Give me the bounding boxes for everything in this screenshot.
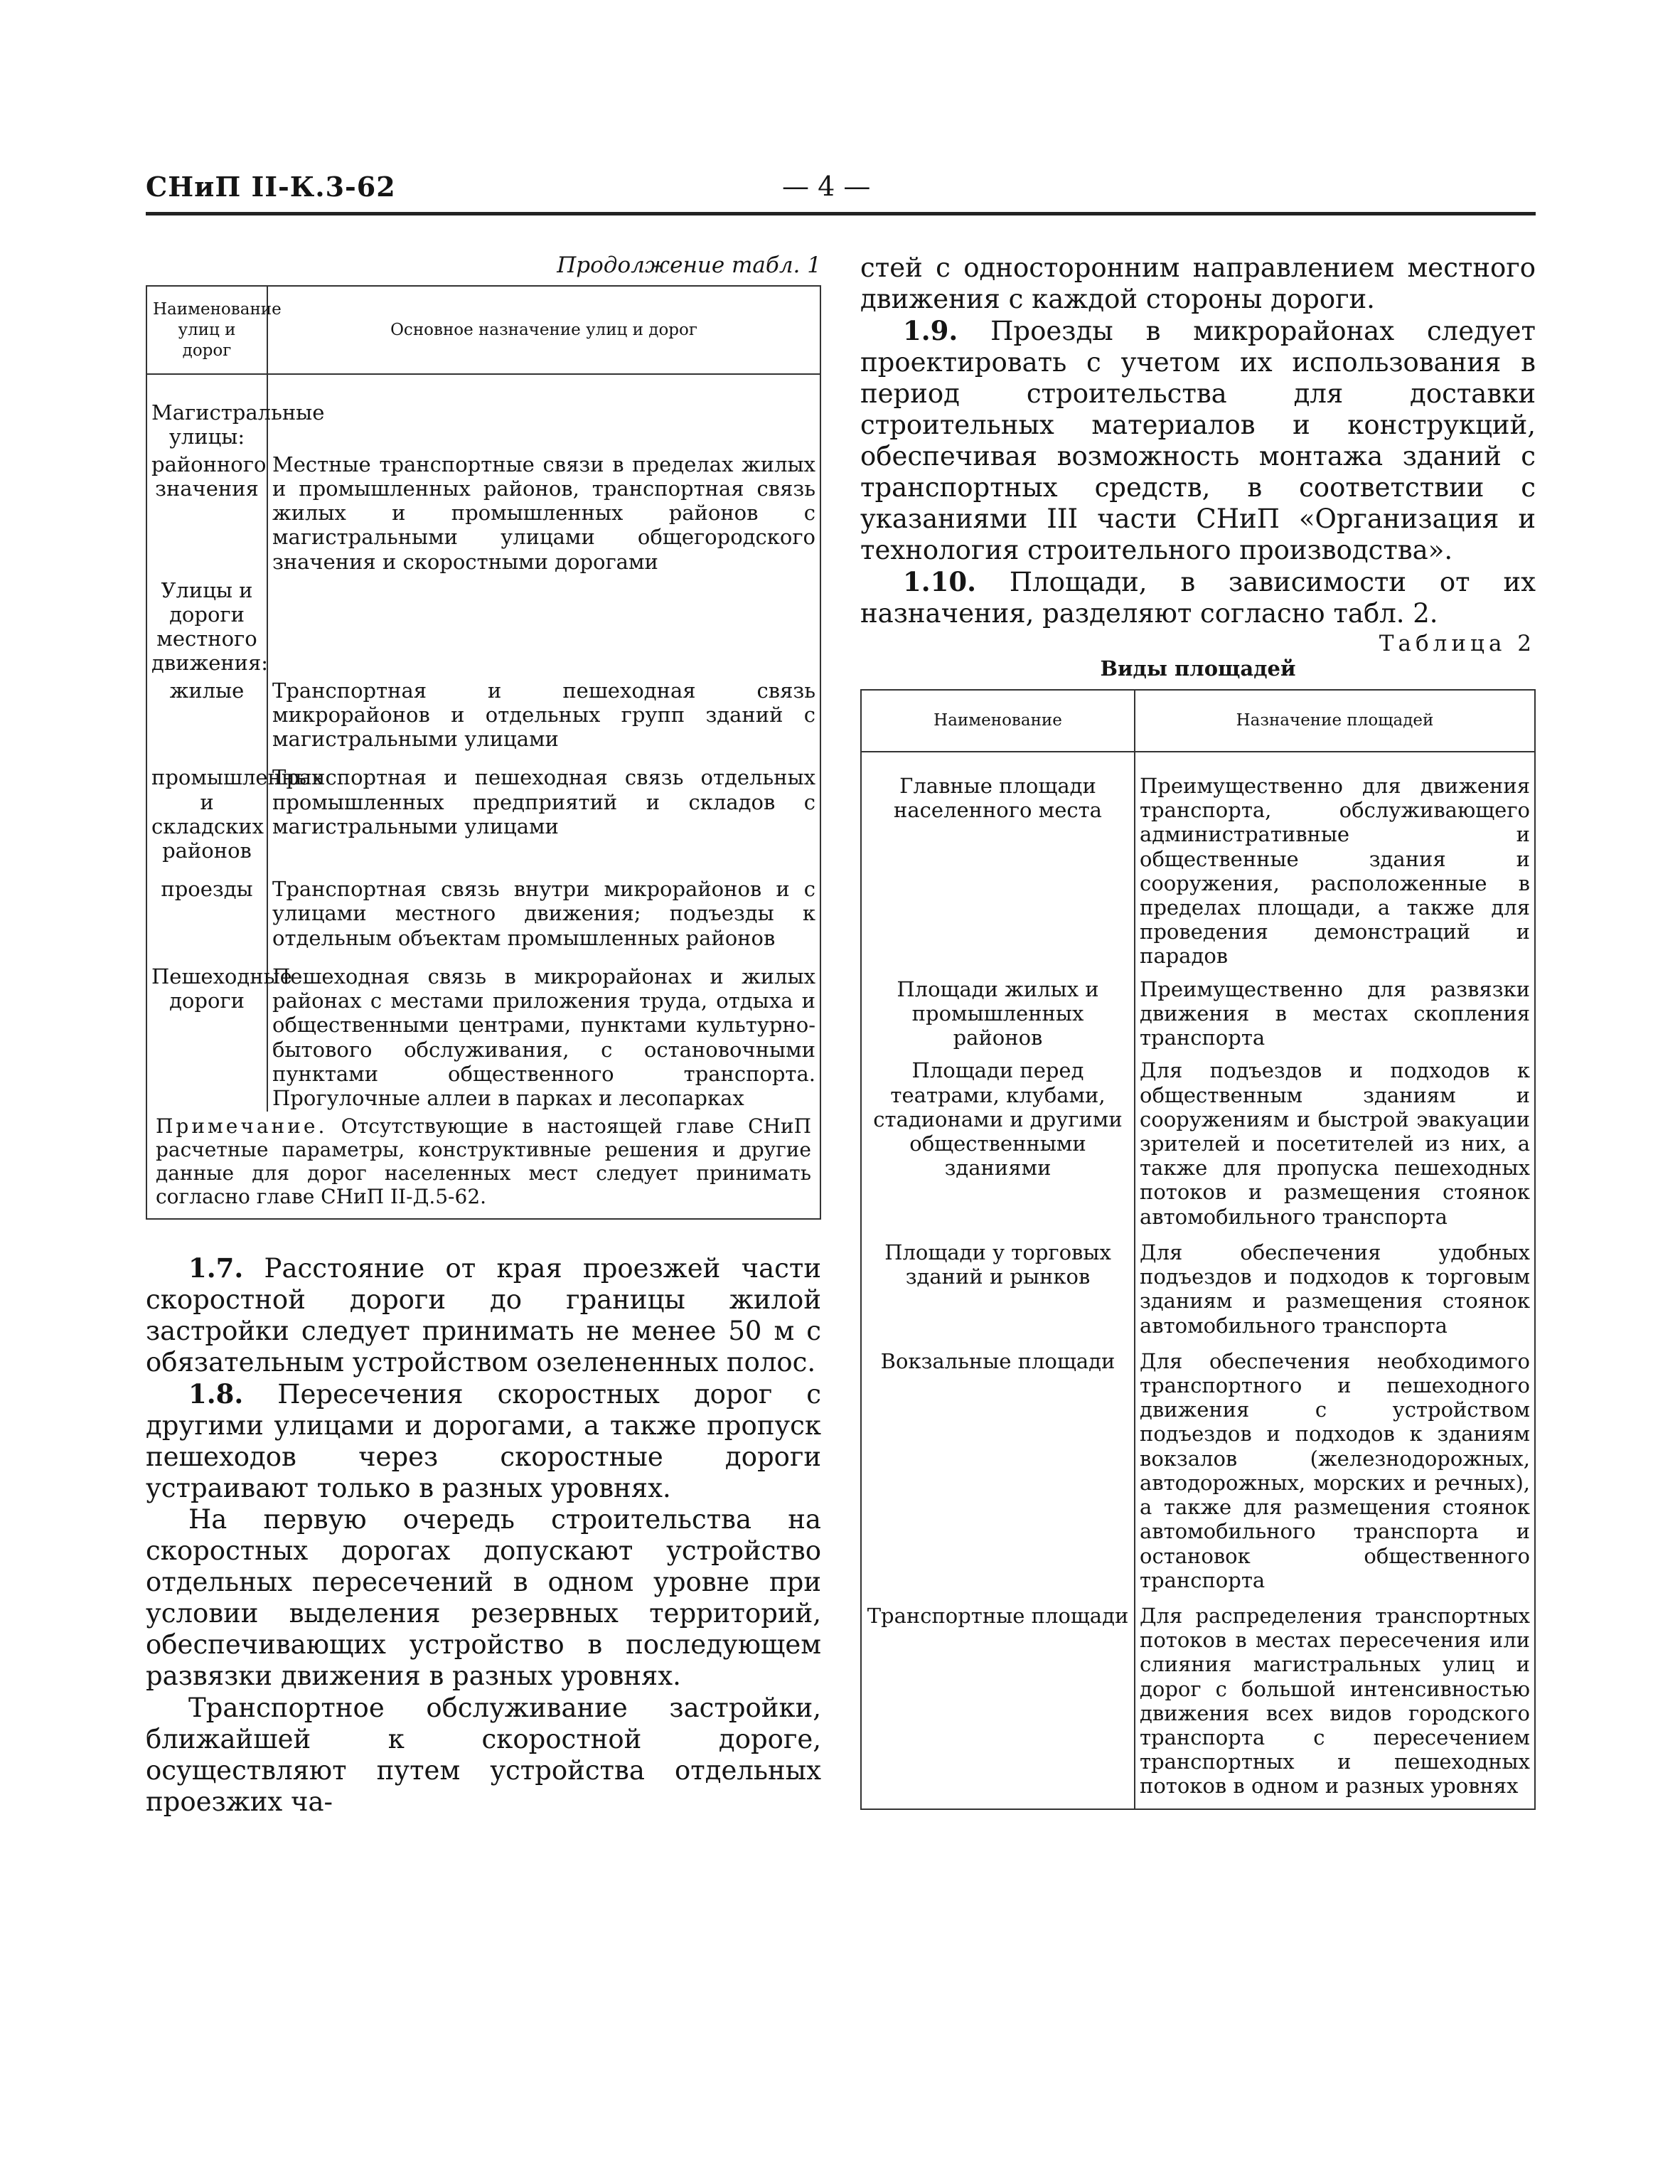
table2-row-purpose: Преимущественно для движения транспорта, обслуживающего административные и общественные здания и сооружения, расположенные в пределах площади, а также для проведения демонстраций и парадов [1135,752,1535,970]
table2-header-row [861,690,1535,752]
table1-row-name: Магистральные улицы: [151,400,325,449]
table2-row-purpose: Преимущественно для развязки движения в местах скопления транспорта [1135,970,1535,1052]
paragraph-1-8 [146,1378,821,1504]
table1-row-purpose: Транспортная связь внутри микрорайонов и с улицами местного движения; подъезды к отдельным объектам промышленных районов [267,864,820,952]
table1-note-label: Примечание. [156,1114,328,1139]
table2-row-purpose: Для распределения транспортных потоков в местах пересечения или слияния магистральных улиц и дорог с большой интенсивностью движения всех видов городского транспорта с пересечением транспортных и пешеходных потоков в одном и разных уровнях [1135,1594,1535,1809]
table-row [146,575,820,677]
table1 [146,285,821,1112]
page-number: — 4 — [782,171,871,202]
right-column [860,252,1536,1810]
table1-row-purpose: Транспортная и пешеходная связь отдельных промышленных предприятий и складов с магистральными улицами [267,752,820,864]
table2-row-name: Вокзальные площади [880,1348,1115,1373]
paragraph-text-block: На первую очередь строительства на скоростных дорогах допускают устройство отдельных пересечений в одном уровне при условии выделения резервных территорий, обеспечивающих устройство в последующем развязки движения в разных уровнях. [146,1504,821,1692]
table2-header-name: Наименование [861,690,1135,752]
paragraph-continuation: стей с односторонним направлением местного движения с каждой стороны дороги. [860,252,1536,315]
table1-note-text: Отсутствующие в настоящей главе СНиП расчетные параметры, конструктивные решения и другие данные для дорог населенных мест следует принимать согласно главе СНиП II-Д.5-62. [156,1114,811,1209]
document-code: СНиП II-К.3-62 [146,171,396,203]
table1-header-purpose: Основное назначение улиц и дорог [267,286,820,374]
table2-row-purpose: Для обеспечения удобных подъездов и подходов к торговым зданиям и размещения стоянок автомобильного транспорта [1135,1230,1535,1339]
paragraph-1-7 [146,1252,821,1378]
table1-row-name: районного значения [151,452,267,501]
paragraph-1-10 [860,566,1536,629]
table-row [861,1230,1535,1339]
paragraph-text: Площади, в зависимости от их назначения, разделяют согласно табл. 2. [860,567,1536,629]
paragraph-number: 1.8. [188,1378,244,1410]
table2-label: Таблица 2 [1379,631,1536,657]
table2-row-name: Площади перед театрами, клубами, стадионами и другими общественными зданиями [873,1058,1123,1181]
table2-row-purpose: Для подъездов и подходов к общественным зданиям и сооружениям и быстрой эвакуации зрителей и посетителей из них, а также для пропуска пешеходных потоков и размещения стоянок автомобильного транспорта [1135,1051,1535,1230]
table-row [861,970,1535,1052]
table1-row-name: проезды [161,877,253,902]
paragraph-text-block: Транспортное обслуживание застройки, ближайшей к скоростной дороге, осуществляют путем устройства отдельных проезжих ча- [146,1692,821,1817]
table2-title: Виды площадей [1100,656,1296,681]
table-row [146,677,820,753]
table1-row-purpose: Транспортная и пешеходная связь микрорайонов и отдельных групп зданий с магистральными улицами [267,677,820,753]
paragraph-number: 1.9. [903,315,958,347]
paragraph-1-9 [860,315,1536,566]
table-row [146,374,820,450]
table2-row-name: Транспортные площади [867,1603,1129,1628]
table1-header-row [146,286,820,374]
table1-row-name: жилые [169,678,245,703]
table1-row-name: Улицы и дороги местного движения: [151,577,269,676]
table1-continuation-label: Продолжение табл. 1 [557,252,821,278]
header-rule [146,212,1536,215]
table-row [861,1594,1535,1809]
table2-row-name: Главные площади населенного места [894,773,1102,823]
paragraph-text: Пересечения скоростных дорог с другими улицами и дорогами, а также пропуск пешеходов через скоростные дороги устраивают только в разных уровнях. [146,1379,822,1504]
table1-row-purpose: Местные транспортные связи в пределах жилых и промышленных районов, транспортная связь жилых и промышленных районов с магистральными улицами общегородского значения и скоростными дорогами [267,451,820,575]
table2-row-name: Площади у торговых зданий и рынков [884,1240,1111,1289]
paragraph-text: Расстояние от края проезжей части скоростной дороги до границы жилой застройки следует принимать не менее 50 м с обязательным устройством озелененных полос. [146,1253,821,1378]
paragraph-number: 1.10. [903,566,976,598]
table-row [146,864,820,952]
table1-row-purpose [267,374,820,450]
table-row [146,952,820,1112]
table1-row-purpose: Пешеходная связь в микрорайонах и жилых районах с местами приложения труда, отдыха и общественными центрами, пунктами культурно-бытового обслуживания, с остановочными пунктами общественного транспорта. Прогулочные аллеи в парках и лесопарках [267,952,820,1112]
table-row [861,752,1535,970]
table2-header-purpose: Назначение площадей [1135,690,1535,752]
table-row [146,451,820,575]
table2-row-purpose: Для обеспечения необходимого транспортного и пешеходного движения с устройством подъездов и подходов к зданиям вокзалов (железнодорожных, автодорожных, морских и речных), а также для размещения стоянок автомобильного транспорта и остановок общественного транспорта [1135,1339,1535,1594]
table-row [861,1339,1535,1594]
table2-row-name: Площади жилых и промышленных районов [897,976,1099,1050]
table1-row-name: Пешеходные дороги [151,964,292,1013]
table-row [861,1051,1535,1230]
paragraph-text: Проезды в микрорайонах следует проектировать с учетом их использования в период строительства для доставки строительных материалов и конструкций, обеспечивая возможность монтажа зданий с транспортных средств, в соответствии с указаниями III части СНиП «Организация и технология строительного производства». [860,316,1536,566]
table2 [860,689,1536,1810]
table1-note [146,1112,821,1220]
left-column [146,252,821,1818]
table1-row-purpose [267,575,820,677]
table1-row-name: промышленных и складских районов [151,765,323,863]
paragraph-number: 1.7. [188,1252,244,1284]
table-row [146,752,820,864]
table1-header-name: Наименование улиц и дорог [146,286,267,374]
